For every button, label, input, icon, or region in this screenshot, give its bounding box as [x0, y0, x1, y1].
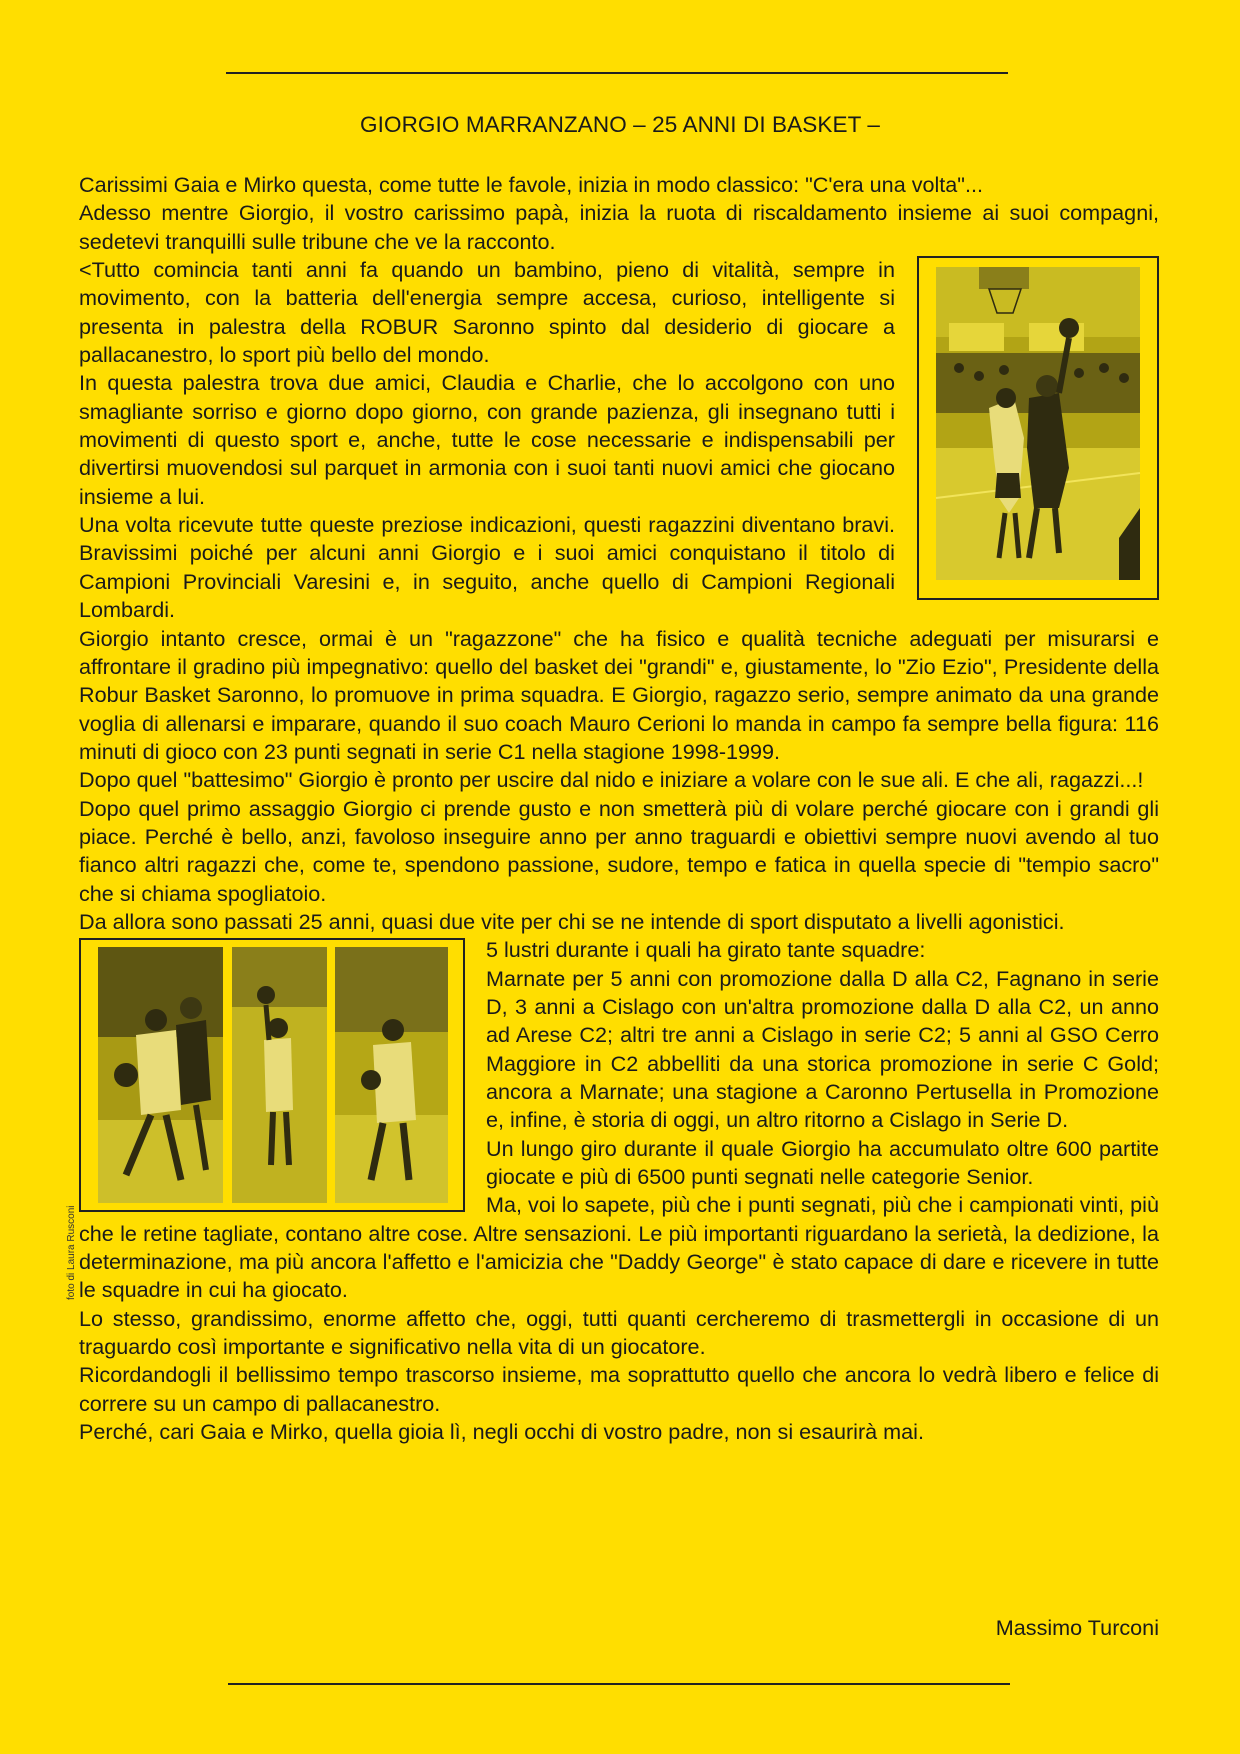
paragraph: Dopo quel primo assaggio Giorgio ci prende gusto e non smetterà più di volare perché giocare con i grandi gli piace. Perché è bello, anzi, favoloso inseguire anno per anno traguardi e obiettivi sempre nuovi avendo al tuo fianco altri ragazzi che, come te, spendono passione, sudore, tempo e fatica in quella specie di "tempio sacro" che si chiama spogliatoio.: [79, 795, 1159, 906]
photo-credit: foto di Laura Rusconi: [66, 1205, 77, 1300]
paragraph: Lo stesso, grandissimo, enorme affetto che, oggi, tutti quanti cercheremo di trasmettergli in occasione di un traguardo così importante e significativo nella vita di un giocatore.: [79, 1305, 1159, 1360]
paragraph: Dopo quel "battesimo" Giorgio è pronto per uscire dal nido e iniziare a volare con le sue ali. E che ali, ragazzi...!: [79, 767, 1144, 793]
bottom-divider: [228, 1683, 1010, 1685]
paragraph: Carissimi Gaia e Mirko questa, come tutte le favole, inizia in modo classico: "C'era una volta"...: [79, 172, 983, 197]
basketball-photo-strip: [79, 938, 465, 1212]
paragraph: Marnate per 5 anni con promozione dalla D alla C2, Fagnano in serie D, 3 anni a Cislago con un'altra promozione dalla D alla C2, un anno ad Arese C2; altri tre anni a Cislago in serie C2; 5 anni al GSO Cerro Maggiore in C2 abbelliti da una storica promozione in serie C Gold; ancora a Marnate; una stagione a Caronno Pertusella in Promozione e, infine, è storia di oggi, un altro ritorno a Cislago in Serie D.: [486, 965, 1159, 1133]
paragraph: Ma, voi lo sapete, più che i punti segnati, più che i campionati vinti, più che le retine tagliate, contano altre cose. Altre sensazioni. Le più importanti riguardano la serietà, la dedizione, la determinazione, ma più ancora l'affetto e l'amicizia che "Daddy George" è stato capace di dare e ricevere in tutte le squadre in cui ha giocato.: [79, 1192, 1159, 1303]
photo-jump-shot-image: [919, 258, 1157, 598]
article-body: [79, 171, 1159, 1446]
paragraph: 5 lustri durante i quali ha girato tante squadre:: [486, 937, 926, 963]
article-title: GIORGIO MARRANZANO – 25 ANNI DI BASKET –: [360, 112, 880, 137]
paragraph: Giorgio intanto cresce, ormai è un "ragazzone" che ha fisico e qualità tecniche adeguati per misurarsi e affrontare il gradino più impegnativo: quello del basket dei "grandi" e, giustamente, lo "Zio Ezio", Presidente della Robur Basket Saronno, lo promuove in prima squadra. E Giorgio, ragazzo serio, sempre animato da una grande voglia di allenarsi e imparare, quando il suo coach Mauro Cerioni lo manda in campo fa sempre bella figura: 116 minuti di gioco con 23 punti segnati in serie C1 nella stagione 1998-1999.: [79, 625, 1159, 764]
paragraph: Un lungo giro durante il quale Giorgio ha accumulato oltre 600 partite giocate e più di 6500 punti segnati nelle categorie Senior.: [486, 1135, 1159, 1190]
paragraph: <Tutto comincia tanti anni fa quando un bambino, pieno di vitalità, sempre in movimento, con la batteria dell'energia sempre accesa, curioso, intelligente si presenta in palestra della ROBUR Saronno spinto dal desiderio di giocare a pallacanestro, lo sport più bello del mondo.: [79, 257, 895, 368]
paragraph: In questa palestra trova due amici, Claudia e Charlie, che lo accolgono con uno smagliante sorriso e giorno dopo giorno, con grande pazienza, gli insegnano tutti i movimenti di questo sport e, anche, tutte le cose necessarie e indispensabili per divertirsi muovendosi sul parquet in armonia con i suoi tanti nuovi amici che giocano insieme a lui.: [79, 370, 895, 509]
photo-strip-image: [81, 940, 463, 1210]
paragraph: Da allora sono passati 25 anni, quasi due vite per chi se ne intende di sport disputato a livelli agonistici.: [79, 908, 1065, 934]
paragraph: Una volta ricevute tutte queste preziose indicazioni, questi ragazzini diventano bravi. Bravissimi poiché per alcuni anni Giorgio e i suoi amici conquistano il titolo di Campioni Provinciali Varesini e, in seguito, anche quello di Campioni Regionali Lombardi.: [79, 512, 895, 623]
paragraph: Perché, cari Gaia e Mirko, quella gioia lì, negli occhi di vostro padre, non si esaurirà mai.: [79, 1419, 924, 1445]
basketball-photo-jump-shot: [917, 256, 1159, 600]
paragraph: Ricordandogli il bellissimo tempo trascorso insieme, ma soprattutto quello che ancora lo vedrà libero e felice di correre su un campo di pallacanestro.: [79, 1362, 1159, 1416]
top-divider: [226, 72, 1008, 74]
author-signature: Massimo Turconi: [995, 1615, 1159, 1640]
paragraph: Adesso mentre Giorgio, il vostro carissimo papà, inizia la ruota di riscaldamento insieme ai suoi compagni, sedetevi tranquilli sulle tribune che ve la racconto.: [79, 200, 1159, 254]
